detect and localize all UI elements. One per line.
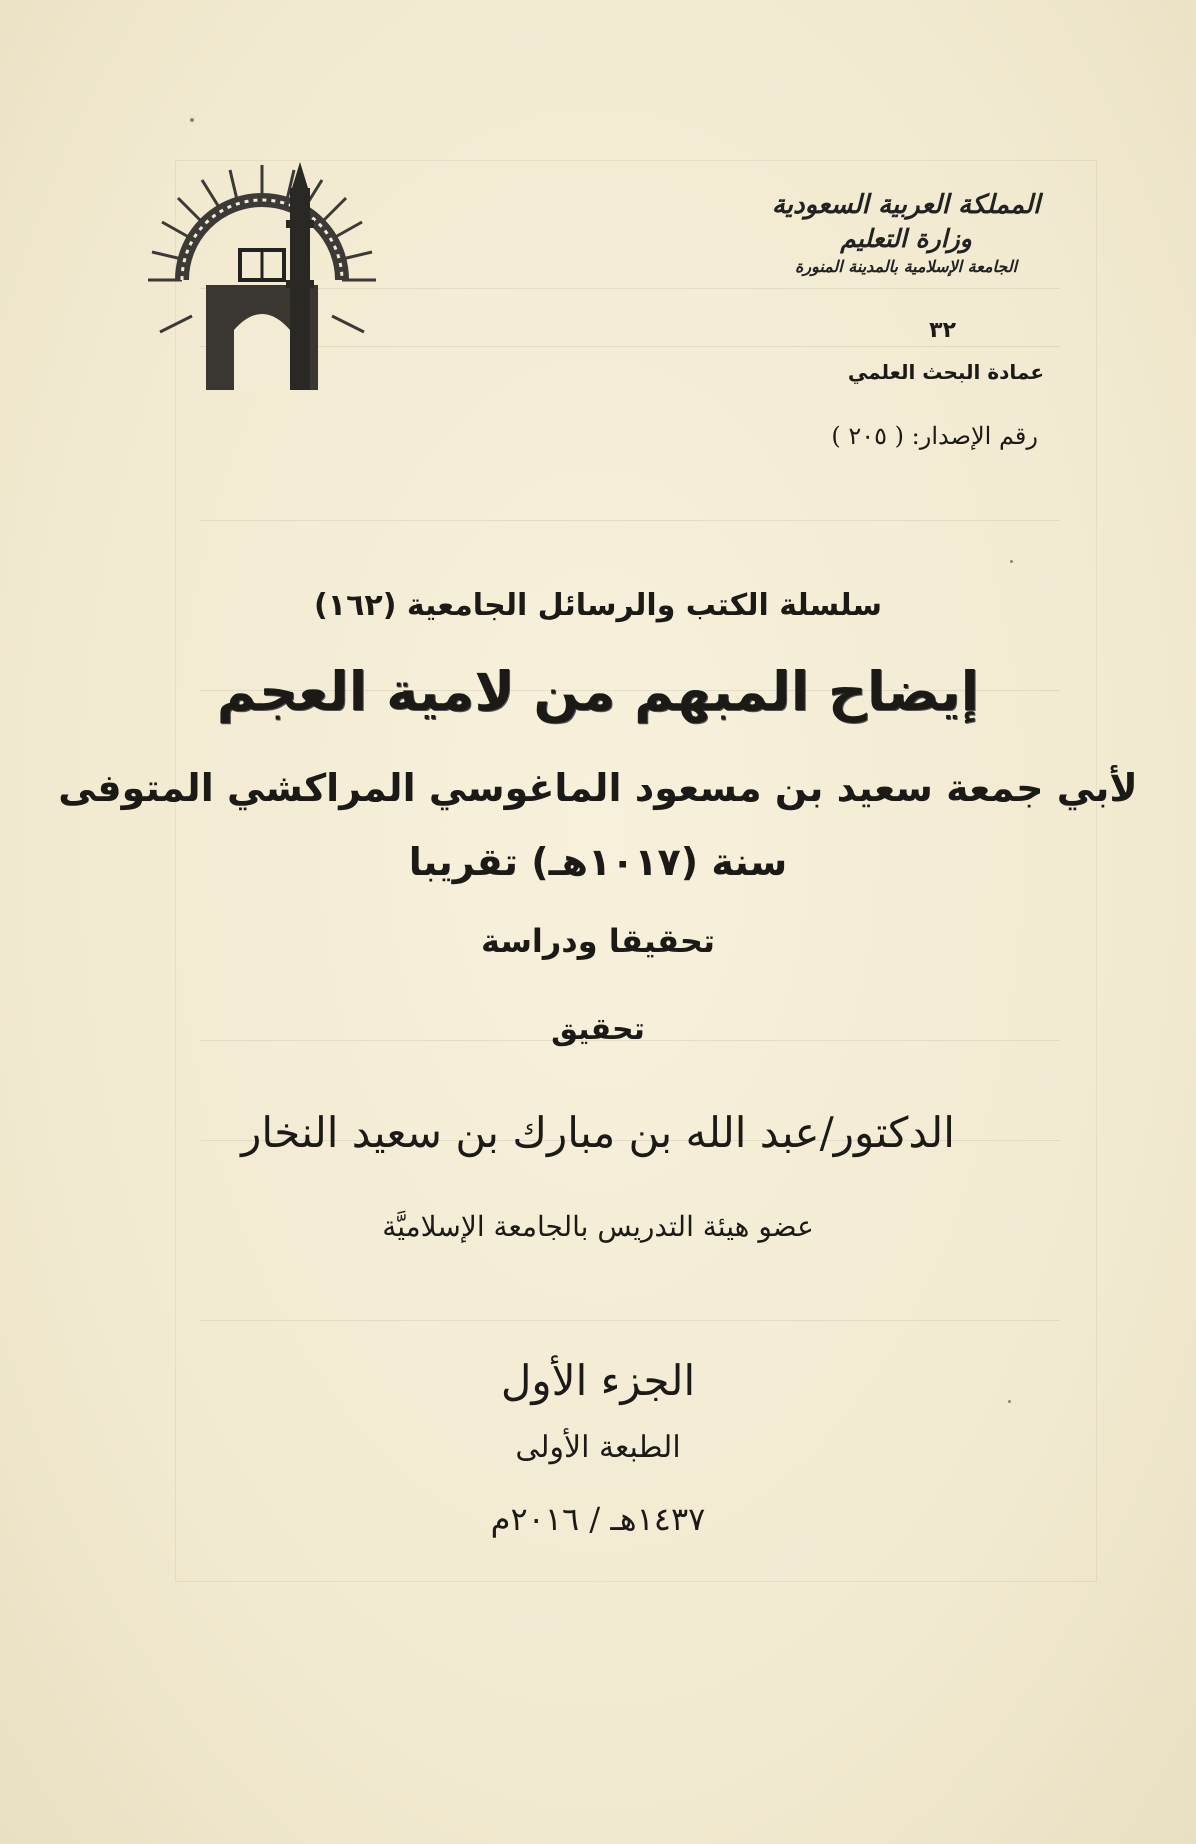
department-name: عمادة البحث العلمي: [847, 360, 1044, 384]
bleed-through-line: [200, 1320, 1060, 1321]
series-title: سلسلة الكتب والرسائل الجامعية (١٦٢): [314, 588, 882, 623]
editor-affiliation: عضو هيئة التدريس بالجامعة الإسلاميَّة: [382, 1210, 814, 1243]
university-name: الجامعة الإسلامية بالمدينة المنورة: [794, 257, 1018, 276]
institution-header: [726, 190, 1086, 310]
dust-speck: [190, 118, 194, 122]
bleed-through-line: [200, 520, 1060, 521]
kingdom-name: المملكة العربية السعودية: [771, 190, 1041, 220]
issue-code: ٣٢: [929, 318, 956, 343]
author-line-2: سنة (١٠١٧هـ) تقريبا: [408, 840, 788, 884]
volume-part: الجزء الأول: [500, 1356, 696, 1405]
editor-name: الدكتور/عبد الله بن مبارك بن سعيد النخار: [241, 1108, 955, 1157]
edited-by-label: تحقيق: [551, 1012, 645, 1047]
university-seal-logo: [142, 160, 382, 400]
study-type: تحقيقا ودراسة: [481, 922, 715, 960]
author-line-1: لأبي جمعة سعيد بن مسعود الماغوسي المراكشي المتوفى: [58, 766, 1138, 810]
release-number: رقم الإصدار: ( ٢٠٥ ): [831, 422, 1038, 450]
book-title: إيضاح المبهم من لامية العجم: [216, 660, 980, 723]
publication-date: ١٤٣٧هـ / ٢٠١٦م: [490, 1500, 706, 1538]
edition: الطبعة الأولى: [515, 1430, 681, 1465]
ministry-name: وزارة التعليم: [840, 224, 972, 253]
dust-speck: [1010, 560, 1013, 563]
